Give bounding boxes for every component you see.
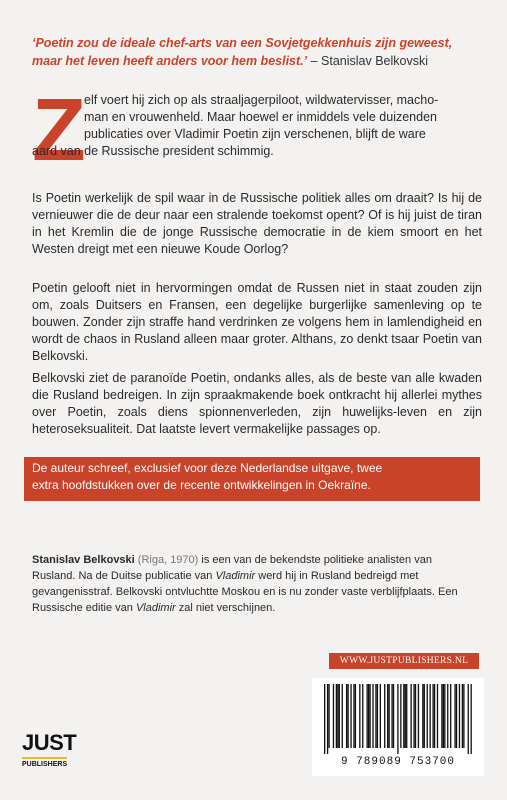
barcode-bar xyxy=(397,684,398,754)
barcode-bar xyxy=(405,684,406,748)
barcode-bar xyxy=(410,684,411,748)
barcode-bar xyxy=(422,684,423,748)
paragraph-2: Poetin gelooft niet in hervormingen omdat de Russen niet in staat zouden zijn om, zoals Duitsers en Fransen, een degelijke burgerlijke samenleving op te bouwen. Zonder zijn straffe hand verdrinken ze volgens hem in lamlendigheid en wordt de chaos in Rusland alleen maar groter. Althans, zo denkt tsaar Poetin van Belkovski. xyxy=(32,281,482,363)
quote-author: – Stanislav Belkovski xyxy=(307,54,428,68)
barcode-bar xyxy=(437,684,438,748)
barcode-bar xyxy=(337,684,338,748)
barcode-bar xyxy=(424,684,425,748)
barcode-bar xyxy=(391,684,392,748)
barcode-bars xyxy=(324,684,472,754)
author-bio xyxy=(32,552,472,616)
intro-line-2: man en vrouwenheld. Maar hoewel er inmiddels vele duizenden xyxy=(84,110,437,124)
barcode-bar xyxy=(406,684,407,748)
barcode-bar xyxy=(471,684,472,754)
barcode-bar xyxy=(434,684,435,748)
barcode-bar xyxy=(443,684,444,748)
drop-cap: Z xyxy=(32,80,86,179)
barcode-bar xyxy=(418,684,419,748)
bio-text-2: werd hij in Rusland bedreigd met gevangenisstraf. Belkovski ontvluchtte Moskou en is nu zonder vaste verblijfplaats. Een Russische editie van xyxy=(32,570,458,614)
barcode-bar xyxy=(327,684,328,754)
publisher-url[interactable]: WWW.JUSTPUBLISHERS.NL xyxy=(329,653,479,669)
barcode-bar xyxy=(333,684,334,748)
barcode-bar xyxy=(359,684,360,748)
barcode-bar xyxy=(413,684,414,748)
quote-line-2: maar het leven heeft anders voor hem beslist.’ xyxy=(32,54,308,68)
barcode-bar xyxy=(447,684,448,748)
barcode-bar xyxy=(468,684,469,754)
barcode-bar xyxy=(346,684,347,748)
book-title-1: Vladimir xyxy=(215,570,256,582)
publisher-logo xyxy=(22,730,102,773)
barcode-bar xyxy=(388,684,389,748)
barcode-bar xyxy=(456,684,457,748)
intro-line-1: elf voert hij zich op als straaljagerpiloot, wildwatervisser, macho- xyxy=(84,93,439,107)
author-name: Stanislav Belkovski xyxy=(32,554,135,566)
barcode-bar xyxy=(350,684,351,748)
barcode-bar xyxy=(393,684,394,748)
barcode-bar xyxy=(355,684,356,748)
barcode-bar xyxy=(462,684,463,748)
barcode-bar xyxy=(367,684,368,748)
quote-line-1: ‘Poetin zou de ideale chef-arts van een Sovjetgekkenhuis zijn geweest, xyxy=(32,36,453,50)
paragraph-1: Is Poetin werkelijk de spil waar in de Russische politiek alles om draait? Is hij de vernieuwer die de deur naar een stralende toekomst opent? Of is hij juist de tiran in het Kremlin die de jonge Russische democratie in de kiem smoort en het Westen dreigt met een nieuwe Koude Oorlog? xyxy=(32,191,482,256)
barcode-bar xyxy=(339,684,340,748)
barcode-bar xyxy=(441,684,442,748)
bio-text-1: is een van de bekendste politieke analisten van Rusland. Na de Duitse publicatie van xyxy=(32,554,432,582)
bio-text-3: zal niet verschijnen. xyxy=(175,602,276,614)
barcode-bar xyxy=(362,684,363,748)
paragraph-3: Belkovski ziet de paranoïde Poetin, ondanks alles, als de beste van alle kwaden die Rusland bedreigen. In zijn spraakmakende boek ontkracht hij allerlei mythes over Poetin, zoals diens spionnenverleden, zijn huwelijks-leven en zijn heteroseksualiteit. Dat laatste levert vermakelijke passages op. xyxy=(32,371,482,436)
barcode-bar xyxy=(400,684,401,748)
logo-word-publishers: PUBLISHERS xyxy=(22,757,67,769)
barcode-bar xyxy=(368,684,369,748)
barcode-bar xyxy=(432,684,433,748)
barcode-bar xyxy=(459,684,460,748)
barcode-bar xyxy=(369,684,370,748)
barcode-bar xyxy=(430,684,431,748)
isbn-number: 9 789089 753700 xyxy=(340,756,456,768)
intro-line-3: publicaties over Vladimir Poetin zijn verschenen, blijft de ware xyxy=(84,127,426,141)
barcode-bar xyxy=(375,684,376,748)
barcode-bar xyxy=(444,684,445,748)
banner-line-1: De auteur schreef, exclusief voor deze Nederlandse uitgave, twee xyxy=(32,461,383,475)
barcode-bar xyxy=(427,684,428,748)
logo-word-just: JUST xyxy=(22,730,77,755)
barcode-bar xyxy=(336,684,337,748)
banner-line-2: extra hoofdstukken over de recente ontwikkelingen in Oekraïne. xyxy=(32,478,371,492)
barcode-bar xyxy=(372,684,373,748)
barcode-bar xyxy=(353,684,354,748)
barcode-bar xyxy=(403,684,404,748)
barcode-bar xyxy=(380,684,381,748)
barcode-bar xyxy=(384,684,385,748)
author-origin: (Riga, 1970) xyxy=(134,554,199,566)
barcode-bar xyxy=(342,684,343,748)
barcode-bar xyxy=(387,684,388,748)
book-title-2: Vladimir xyxy=(135,602,176,614)
barcode-bar xyxy=(454,684,455,748)
intro-text xyxy=(84,92,484,143)
cover-quote xyxy=(32,34,482,70)
barcode-bar xyxy=(463,684,464,748)
barcode-bar xyxy=(415,684,416,748)
barcode-bar xyxy=(377,684,378,748)
isbn-barcode xyxy=(312,678,484,776)
extra-chapters-banner xyxy=(24,457,480,501)
barcode-bar xyxy=(347,684,348,748)
barcode-bar xyxy=(324,684,325,754)
barcode-bar xyxy=(328,684,329,748)
barcode-bar xyxy=(450,684,451,748)
intro-line-4: aard van de Russische president schimmig. xyxy=(32,144,274,158)
